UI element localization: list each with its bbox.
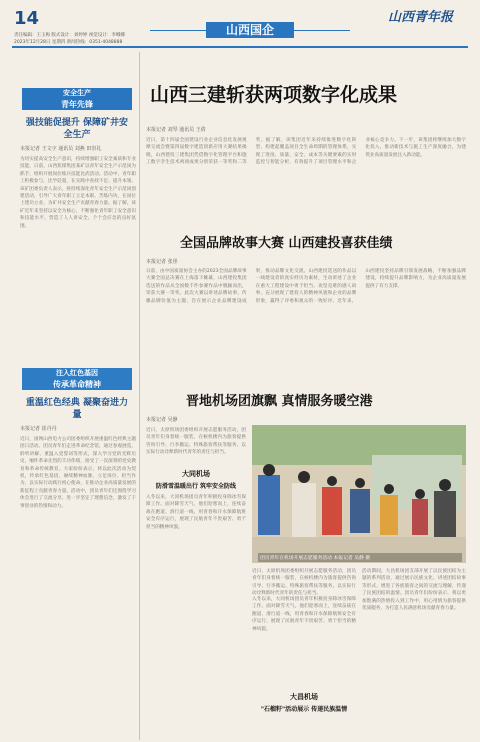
header-line-1: 注入红色基因 — [56, 369, 98, 377]
left-section-header-2 — [22, 368, 132, 390]
airport-article-intro: 近日，太原机场团委组织开展志愿服务活动，团员青年们身着统一服装，在候机楼内为旅客提供咨询引导、行李搬运、特殊旅客帮扶等服务，以实际行动诠释新时代青年的责任与担当。 — [146, 428, 246, 456]
airport-subhead-2-title: "石榴籽"活动展示 传递民族温情 — [260, 706, 348, 713]
left-article-1-title: 强技能促提升 保障矿井安全生产 — [25, 118, 129, 140]
brand-article-byline: 本报记者 张彤 — [146, 259, 178, 265]
masthead-rule — [12, 46, 468, 48]
airport-subhead-2: 大昌机场 — [290, 693, 318, 701]
airport-body-1c: 入冬以来，大同机场团员青年积极投身除冰雪保障工作。面对降雪天气，他们迎寒而上，连续奋战在跑道、滑行道一线，用青春和汗水保障航班安全有序运行，展现了民航青年不畏艰苦、勇于担当的精神风貌。 — [252, 597, 356, 632]
airport-body-1b: 近日，太原机场团委组织开展志愿服务活动，团员青年们身着统一服装，在候机楼内为旅客提供咨询引导、行李搬运、特殊旅客帮扶等服务，以实际行动诠释新时代青年的责任与担当。 — [252, 569, 356, 597]
photo-illustration — [252, 425, 466, 563]
column-divider — [139, 52, 140, 740]
airport-article-title: 晋地机场团旗飘 真情服务暖空港 — [186, 394, 373, 409]
left-section-header-1 — [22, 88, 132, 110]
page-info: 责任编辑：王玉梅 版式设计：刘婷婷 视觉设计：李娜娜 2023年12月28日 星期四 新闻热线：0351-4048888 — [14, 33, 125, 45]
header-line-1: 安全生产 — [63, 89, 91, 97]
brand-article-body: 日前，由中国质量协会主办的2023全国品牌故事大赛全国总决赛在上海落下帷幕，山西建投集团选送的作品从全国数千件参赛作品中脱颖而出，荣获大赛一等奖。此次大赛以讲述品牌故事、传播品牌价值为主题，旨在展示企业品牌建设成果，推动品牌文化交流。山西建投选送的作品以一线建设者的真实经历为素材，生动讲述了企业在重大工程建设中勇于担当、攻坚克难的感人故事，充分展现了建投人的精神风貌和企业的品牌形象，赢得了评委和观众的一致好评。近年来，山西建投坚持品牌引领发展战略，不断加强品牌建设，持续提升品牌影响力，为企业高质量发展提供了有力支撑。 — [146, 269, 466, 304]
header-line-2: 青年先锋 — [61, 100, 93, 109]
section-title: 山西国企 — [206, 22, 294, 38]
airport-article-byline: 本报记者 吴静 — [146, 417, 178, 423]
main-article-byline: 本报记者 刘琴 通讯员 王倩 — [146, 127, 206, 133]
left-article-1-byline: 本报记者 王文宇 通讯员 刘燕 田崇礼 — [20, 146, 102, 152]
airport-photo — [252, 425, 466, 563]
header-line-2: 传承革命精神 — [53, 380, 101, 389]
page-number: 14 — [14, 8, 40, 29]
airport-subhead-1: 大同机场 — [182, 470, 210, 478]
left-article-2-body: 近日，国网山西电力公司团委组织开展重温红色经典主题团日活动。团员青年们走进革命纪念馆，通过参观展览、聆听讲解、重温入党誓词等形式，深入学习党的光辉历史，缅怀革命先烈的丰功伟绩，接受了一次深刻的党史教育和革命传统教育。大家纷纷表示，将以此次活动为契机，传承红色基因，赓续精神血脉，立足岗位、担当作为，以实际行动践行初心使命，在推动企业高质量发展的新征程上贡献青春力量。活动中，团员青年们还围绕学习体会进行了交流分享，进一步坚定了理想信念，激发了干事创业的热情和动力。 — [20, 437, 136, 509]
main-article-title: 山西三建斩获两项数字化成果 — [150, 84, 398, 106]
left-article-1-body: 为切实提高安全生产意识，持续增强职工安全素质和专业技能，日前，山西焦煤集团某矿以青年安全生产示范岗为抓手，组织开展岗位练兵技能比武活动。活动中，青年职工积极参与，比学赶超，在实践中查找不足、提升本领。该矿团委负责人表示，将持续深化青年安全生产示范岗创建活动，引导广大青年职工立足本职、苦练内功，在岗位上建功立业，为矿井安全生产贡献青春力量。据了解，该矿近年来坚持以安全为核心，不断强化青年职工安全意识和技能水平，营造了人人讲安全、个个会应急的良好氛围。 — [20, 157, 136, 229]
left-article-2-byline: 本报记者 崔丹丹 — [20, 426, 57, 432]
brand-article-title: 全国品牌故事大赛 山西建投喜获佳绩 — [180, 236, 393, 251]
main-article-body: 近日，第十四届全国建设行业企业信息化发展观摩交流会暨第四届数字建造创新应用大赛结果揭晓，山西建投三建集团凭借数字化管理平台和施工数字孪生技术两项成果分别荣获一等奖和二等奖。据了解，该集团近年来持续推进数字化转型，构建起覆盖项目全生命周期的管理体系，实现了进度、质量、安全、成本等关键要素的实时监控与智能分析，有效提升了项目管理水平和企业核心竞争力。下一步，该集团将继续加大数字化投入，推动新技术与施工生产深度融合，为建筑业高质量发展注入新动能。 — [146, 138, 466, 166]
photo-caption: 团员青年在机场开展志愿服务活动 本报记者 吴静 摄 — [258, 553, 462, 562]
newspaper-brand: 山西青年报 — [388, 10, 454, 25]
left-article-2-title: 重温红色经典 凝聚奋进力量 — [25, 398, 129, 420]
airport-subhead-1-title: 防滑雪温暖出行 筑牢安全防线 — [155, 483, 237, 490]
airport-body-2: 活动期间，大昌机场团支部开展了以民族团结为主题的系列活动，通过展示民族文化、讲述团结故事等形式，增进了各族旅客之间的交流与理解，传递了民族团结的温情。团员青年们纷纷表示，将以更加饱满的热情投入到工作中，用心用情为旅客提供优质服务，为打造人民满意机场贡献青春力量。 — [362, 569, 466, 612]
airport-body-1: 入冬以来，大同机场团员青年积极投身除冰雪保障工作。面对降雪天气，他们迎寒而上，连续奋战在跑道、滑行道一线，用青春和汗水保障航班安全有序运行，展现了民航青年不畏艰苦、勇于担当的精神风貌。 — [146, 495, 246, 530]
